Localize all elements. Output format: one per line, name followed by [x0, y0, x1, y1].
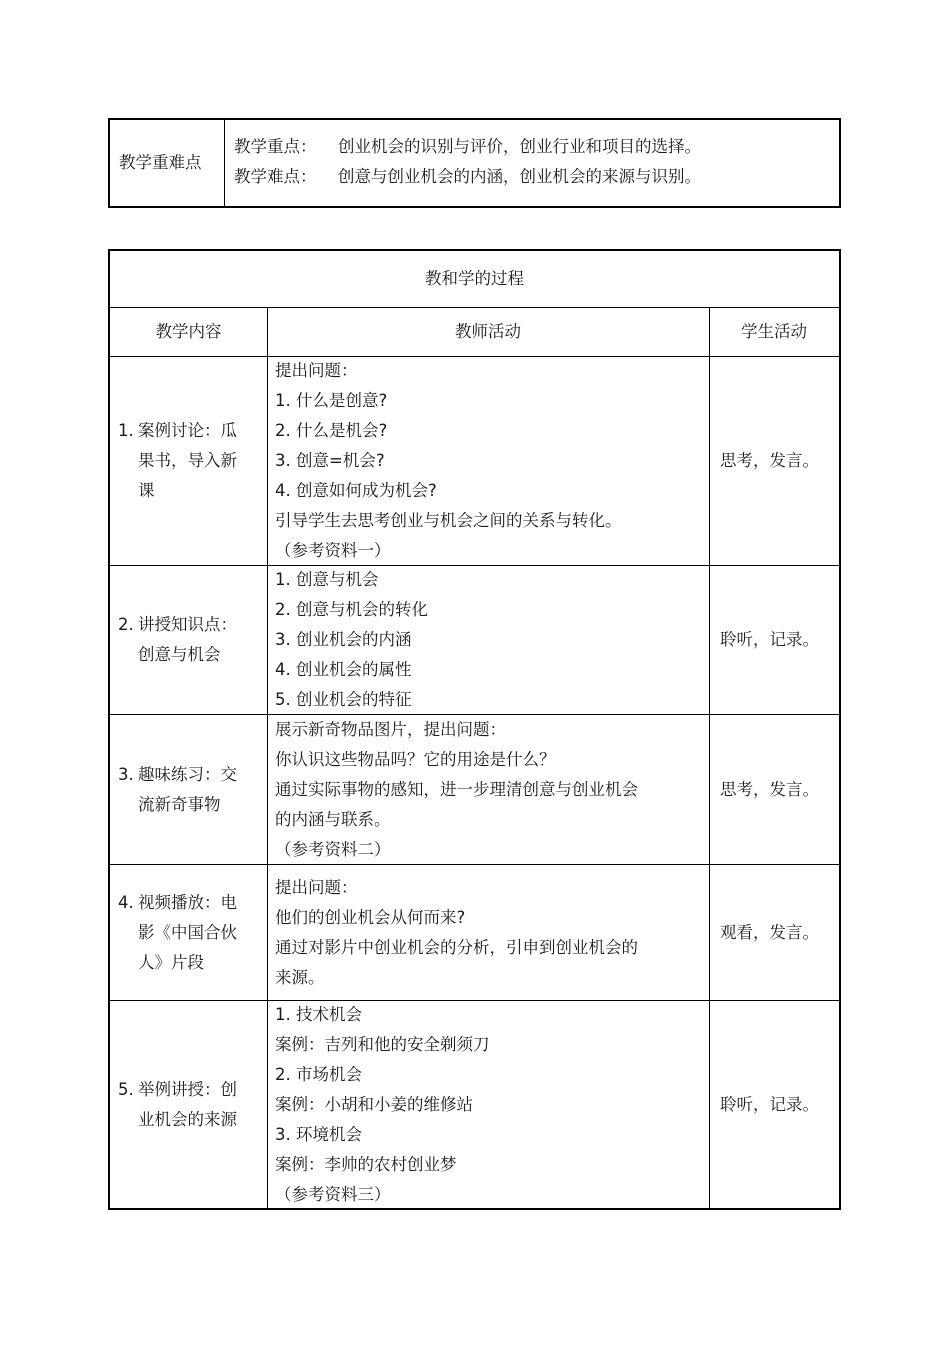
teacher-line: 3. 创意=机会? — [275, 451, 385, 470]
table-row-teacher — [267, 566, 709, 714]
difficult-point-value: 创意与创业机会的内涵，创业机会的来源与识别。 — [338, 167, 701, 186]
teacher-line: 通过实际事物的感知，进一步理清创意与创业机会 — [275, 779, 638, 799]
teacher-line: 你认识这些物品吗？它的用途是什么？ — [275, 749, 556, 769]
table-row-student: 聆听，记录。 — [720, 1094, 819, 1114]
difficult-point-line — [234, 162, 833, 192]
row-number: 1. — [118, 421, 134, 440]
teacher-line: 4. 创意如何成为机会? — [275, 481, 437, 500]
row-number: 2. — [118, 615, 134, 634]
key-points-content — [234, 132, 833, 192]
teacher-line: 案例：吉列和他的安全剃须刀 — [275, 1034, 490, 1054]
teacher-line: 5. 创业机会的特征 — [275, 690, 412, 709]
key-point-line — [234, 132, 833, 162]
header-teacher: 教师活动 — [455, 322, 521, 341]
teacher-line: 的内涵与联系。 — [275, 809, 391, 829]
row-number: 5. — [118, 1079, 134, 1099]
row-content-text: 举例讲授：创业机会的来源 — [138, 1079, 237, 1129]
teacher-line: 案例：李帅的农村创业梦 — [275, 1154, 457, 1174]
teacher-line: （参考资料二） — [275, 839, 391, 859]
teacher-line: 1. 创意与机会 — [275, 570, 379, 589]
table-row-student: 思考，发言。 — [720, 779, 819, 799]
teacher-line: 2. 什么是机会? — [275, 421, 388, 440]
table-row-content — [110, 865, 267, 1000]
table-row-teacher — [267, 865, 709, 1000]
table-row-student: 聆听，记录。 — [720, 630, 819, 649]
teacher-line: 引导学生去思考创业与机会之间的关系与转化。 — [275, 511, 622, 530]
table-row-student: 思考，发言。 — [720, 451, 819, 470]
teacher-line: 3. 创业机会的内涵 — [275, 630, 412, 649]
row-content-text: 案例讨论：瓜果书，导入新课 — [138, 421, 237, 500]
row-content-text: 视频播放：电影《中国合伙人》片段 — [138, 892, 237, 972]
table-row-teacher — [267, 1001, 709, 1208]
difficult-point-key: 教学难点： — [234, 167, 317, 186]
teacher-line: 2. 市场机会 — [275, 1064, 362, 1084]
row-content-text: 讲授知识点：创意与机会 — [138, 615, 237, 664]
teacher-line: 3. 环境机会 — [275, 1124, 362, 1144]
key-point-value: 创业机会的识别与评价，创业行业和项目的选择。 — [338, 137, 701, 156]
header-student: 学生活动 — [741, 322, 807, 341]
table-row-content — [110, 357, 267, 565]
teacher-line: 通过对影片中创业机会的分析，引申到创业机会的 — [275, 937, 638, 957]
key-points-table — [108, 118, 841, 208]
teacher-line: （参考资料一） — [275, 541, 391, 560]
teacher-line: 展示新奇物品图片，提出问题： — [275, 719, 506, 739]
key-points-label: 教学重难点 — [110, 120, 225, 206]
table-row-teacher — [267, 357, 709, 565]
teacher-line: 2. 创意与机会的转化 — [275, 600, 428, 619]
teacher-line: 来源。 — [275, 967, 325, 987]
teacher-line: 案例：小胡和小姜的维修站 — [275, 1094, 473, 1114]
header-content: 教学内容 — [155, 322, 222, 341]
teacher-line: 4. 创业机会的属性 — [275, 660, 412, 679]
process-title: 教和学的过程 — [425, 269, 524, 288]
teacher-line: 1. 什么是创意? — [275, 391, 388, 410]
teacher-line: 提出问题： — [275, 877, 358, 897]
teacher-line: （参考资料三） — [275, 1184, 391, 1204]
row-number: 3. — [118, 764, 134, 784]
teacher-line: 提出问题： — [275, 361, 358, 380]
teacher-line: 他们的创业机会从何而来? — [275, 907, 466, 927]
table-row-content — [110, 715, 267, 864]
table-row-content — [110, 566, 267, 714]
table-row-teacher — [267, 715, 709, 864]
table-row-student: 观看，发言。 — [720, 922, 819, 942]
key-point-key: 教学重点： — [234, 137, 317, 156]
teacher-line: 1. 技术机会 — [275, 1004, 362, 1024]
process-table — [108, 249, 841, 1210]
row-content-text: 趣味练习：交流新奇事物 — [138, 764, 237, 814]
table-row-content — [110, 1001, 267, 1208]
row-number: 4. — [118, 892, 134, 912]
